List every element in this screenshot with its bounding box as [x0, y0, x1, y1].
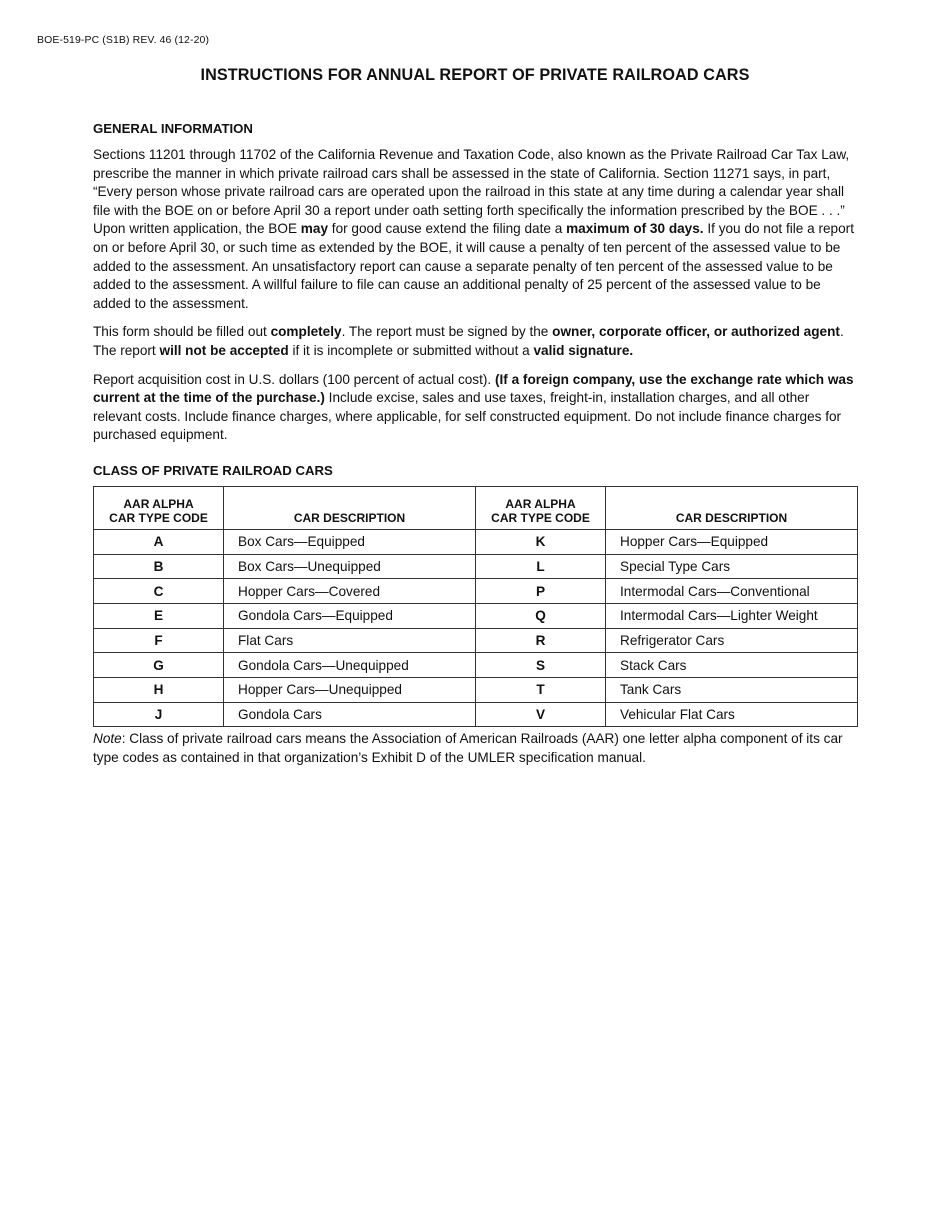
- general-paragraph-3: [93, 371, 856, 445]
- table-header-row: [94, 486, 858, 529]
- p3-text-a: Report acquisition cost in U.S. dollars (100 percent of actual cost).: [93, 371, 495, 387]
- general-paragraph-1: [93, 146, 856, 313]
- p1-text-e: If you do not file a report on or before April 30, or such time as extended by the BOE, it will cause a penalty of ten percent of the assessed value to be added to the assessment. An unsatisfactory report can cause a separate penalty of ten percent of the assessed value to be added to the assessment. A willful failure to file can cause an additional penalty of 25 percent of the assessed value to be added to the assessment.: [93, 221, 854, 311]
- table-row: [94, 628, 858, 653]
- p2-text-a: This form should be filled out: [93, 324, 271, 340]
- code-cell: V: [476, 702, 606, 727]
- table-row: [94, 579, 858, 604]
- note-text: : Class of private railroad cars means the Association of American Railroads (AAR) one letter alpha component of its car type codes as contained in that organization’s Exhibit D of the UMLER specification manual.: [93, 731, 843, 765]
- code-cell: H: [94, 678, 224, 703]
- code-cell: F: [94, 628, 224, 653]
- code-cell: G: [94, 653, 224, 678]
- desc-cell: Gondola Cars—Unequipped: [224, 653, 476, 678]
- desc-cell: Vehicular Flat Cars: [606, 702, 858, 727]
- p2-bold-not-accepted: will not be accepted: [159, 342, 289, 358]
- p3-text-c: Include excise, sales and use taxes, freight-in, installation charges, and all other relevant costs. Include finance charges, where applicable, for self constructed equipment. Do not include finance charges for purchased equipment.: [93, 390, 842, 443]
- desc-cell: Refrigerator Cars: [606, 628, 858, 653]
- class-heading: CLASS OF PRIVATE RAILROAD CARS: [93, 462, 333, 478]
- p2-bold-valid-signature: valid signature.: [533, 342, 634, 358]
- header-desc-2: CAR DESCRIPTION: [606, 486, 858, 529]
- code-cell: R: [476, 628, 606, 653]
- table-row: [94, 554, 858, 579]
- page-title: INSTRUCTIONS FOR ANNUAL REPORT OF PRIVATE RAILROAD CARS: [200, 66, 750, 84]
- code-cell: C: [94, 579, 224, 604]
- header-code-2: AAR ALPHA CAR TYPE CODE: [476, 486, 606, 529]
- table-row: [94, 702, 858, 727]
- note-label: Note: [93, 731, 122, 747]
- code-cell: K: [476, 529, 606, 554]
- table-row: [94, 678, 858, 703]
- desc-cell: Stack Cars: [606, 653, 858, 678]
- document-body: [93, 121, 856, 768]
- p2-bold-signers: owner, corporate officer, or authorized agent: [552, 324, 840, 340]
- code-cell: B: [94, 554, 224, 579]
- general-paragraph-2: [93, 323, 856, 360]
- code-cell: L: [476, 554, 606, 579]
- p2-bold-completely: completely: [270, 324, 342, 340]
- desc-cell: Hopper Cars—Equipped: [606, 529, 858, 554]
- table-note: [93, 730, 856, 767]
- desc-cell: Hopper Cars—Covered: [224, 579, 476, 604]
- desc-cell: Box Cars—Equipped: [224, 529, 476, 554]
- header-code-1: AAR ALPHA CAR TYPE CODE: [94, 486, 224, 529]
- p1-text-a: Sections 11201 through 11702 of the California Revenue and Taxation Code, also known as the Private Railroad Car Tax Law, prescribe the manner in which private railroad cars shall be assessed in the state of California. Section 11271 says, in part, “Every person whose private railroad cars are operated upon the railroad in this state at any time during a calendar year shall file with the BOE on or before April 30 a report under oath setting forth specifically the information prescribed by the BOE . . .” Upon written application, the BOE: [93, 147, 850, 237]
- p3-bold-exchange-rate: (If a foreign company, use the exchange rate which was current at the time of the purchase.): [93, 371, 854, 406]
- p2-text-g: if it is incomplete or submitted without a: [288, 342, 534, 358]
- code-cell: J: [94, 702, 224, 727]
- desc-cell: Tank Cars: [606, 678, 858, 703]
- code-cell: Q: [476, 603, 606, 628]
- desc-cell: Flat Cars: [224, 628, 476, 653]
- table-row: [94, 653, 858, 678]
- table-row: [94, 603, 858, 628]
- form-number: BOE-519-PC (S1B) REV. 46 (12-20): [37, 34, 210, 46]
- desc-cell: Intermodal Cars—Conventional: [606, 579, 858, 604]
- table-row: [94, 529, 858, 554]
- code-cell: S: [476, 653, 606, 678]
- code-cell: A: [94, 529, 224, 554]
- p2-text-e: . The report: [93, 324, 844, 358]
- code-cell: T: [476, 678, 606, 703]
- general-information-heading: GENERAL INFORMATION: [93, 121, 253, 136]
- car-type-table: [93, 486, 858, 728]
- p1-text-c: for good cause extend the filing date a: [328, 221, 567, 237]
- p1-bold-max-days: maximum of 30 days.: [566, 221, 704, 237]
- desc-cell: Intermodal Cars—Lighter Weight: [606, 603, 858, 628]
- header-desc-1: CAR DESCRIPTION: [224, 486, 476, 529]
- desc-cell: Special Type Cars: [606, 554, 858, 579]
- desc-cell: Gondola Cars: [224, 702, 476, 727]
- desc-cell: Box Cars—Unequipped: [224, 554, 476, 579]
- desc-cell: Gondola Cars—Equipped: [224, 603, 476, 628]
- p2-text-c: . The report must be signed by the: [341, 324, 553, 340]
- code-cell: P: [476, 579, 606, 604]
- desc-cell: Hopper Cars—Unequipped: [224, 678, 476, 703]
- code-cell: E: [94, 603, 224, 628]
- p1-bold-may: may: [300, 221, 329, 237]
